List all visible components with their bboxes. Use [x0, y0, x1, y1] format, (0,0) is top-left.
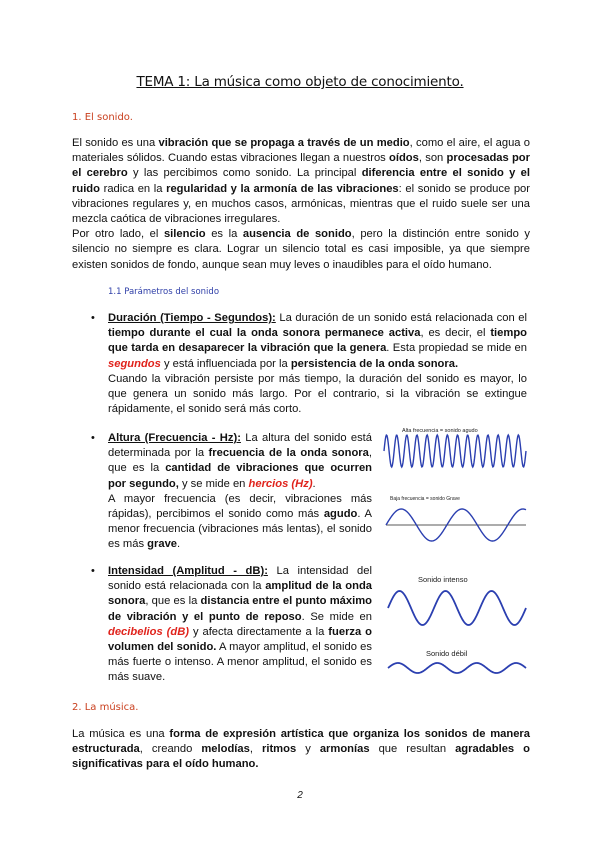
fig-label-high-frequency: Alta frecuencia = sonido agudo: [402, 428, 478, 434]
amplitude-figure: [384, 570, 530, 675]
fig-label-loud: Sonido intenso: [418, 575, 468, 584]
bullet-duracion: •: [91, 312, 95, 324]
paragraph-sonido: El sonido es una vibración que se propaga a través de un medio, como el aire, el agua o materiales sólidos. Cuando estas vibraciones llegan a nuestros oídos, son procesadas por el cerebro y las percibimos como sonido. La principal diferencia entre el sonido y el ruido radica en la regularidad y la armonía de las vibraciones: el sonido se produce por vibraciones regulares y, en muchos casos, armónicas, mientras que el ruido suele ser una mezcla caótica de vibraciones irregulares.: [72, 137, 531, 226]
frequency-figure: [380, 424, 530, 554]
high-frequency-wave: [384, 435, 526, 467]
paragraph-silencio: Por otro lado, el silencio es la ausencia de sonido, pero la distinción entre sonido y silencio no siempre es clara. Lograr un silencio total es casi imposible, ya que siempre existen sonidos de fondo, aunque sean muy leves o inaudibles para el oído humano.: [72, 228, 530, 271]
subsection-heading-parametros: 1.1 Parámetros del sonido: [108, 287, 220, 297]
list-item-intensidad: Intensidad (Amplitud - dB): La intensidad del sonido está relacionada con la amplitud de la onda sonora, que es la distancia entre el punto máximo de vibración y el punto de reposo. Se mide en decibelios (dB) y afecta directamente a la fuerza o volumen del sonido. A mayor amplitud, el sonido es más fuerte o intenso. A menor amplitud, el sonido es más suave.: [108, 565, 372, 684]
fig-label-soft: Sonido débil: [426, 649, 468, 658]
page-title: TEMA 1: La música como objeto de conocimiento.: [136, 74, 464, 90]
section-sonido-body: [72, 136, 530, 273]
soft-wave: [388, 663, 526, 673]
bullet-altura: •: [91, 432, 95, 444]
section-musica-body: La música es una forma de expresión artística que organiza los sonidos de manera estructurada, creando melodías, ritmos y armonías que resultan agradables o significativas para el oído humano.: [72, 728, 530, 771]
page-number: 2: [297, 790, 303, 801]
section-heading-musica: 2. La música.: [72, 702, 139, 713]
list-item-altura: Altura (Frecuencia - Hz): La altura del sonido está determinada por la frecuencia de la onda sonora, que es la cantidad de vibraciones que ocurren por segundo, y se mide en hercios (Hz). A mayor frecuencia (es decir, vibraciones más rápidas), percibimos el sonido como más agudo. A menor frecuencia (vibraciones más lentas), el sonido es más grave.: [108, 432, 373, 551]
fig-label-low-frequency: Baja frecuencia = sonido Grave: [390, 496, 460, 502]
section-heading-sonido: 1. El sonido.: [72, 112, 133, 123]
loud-wave: [388, 591, 526, 625]
bullet-intensidad: •: [91, 565, 95, 577]
list-item-duracion: Duración (Tiempo - Segundos): La duración de un sonido está relacionada con el tiempo durante el cual la onda sonora permanece activa, es decir, el tiempo que tarda en desaparecer la vibración que la genera. Esta propiedad se mide en segundos y está influenciada por la persistencia de la onda sonora. Cuando la vibración persiste por más tiempo, la duración del sonido es mayor, lo que genera un sonido más largo. Por el contrario, si la vibración se extingue rápidamente, el sonido será más corto.: [108, 312, 527, 416]
